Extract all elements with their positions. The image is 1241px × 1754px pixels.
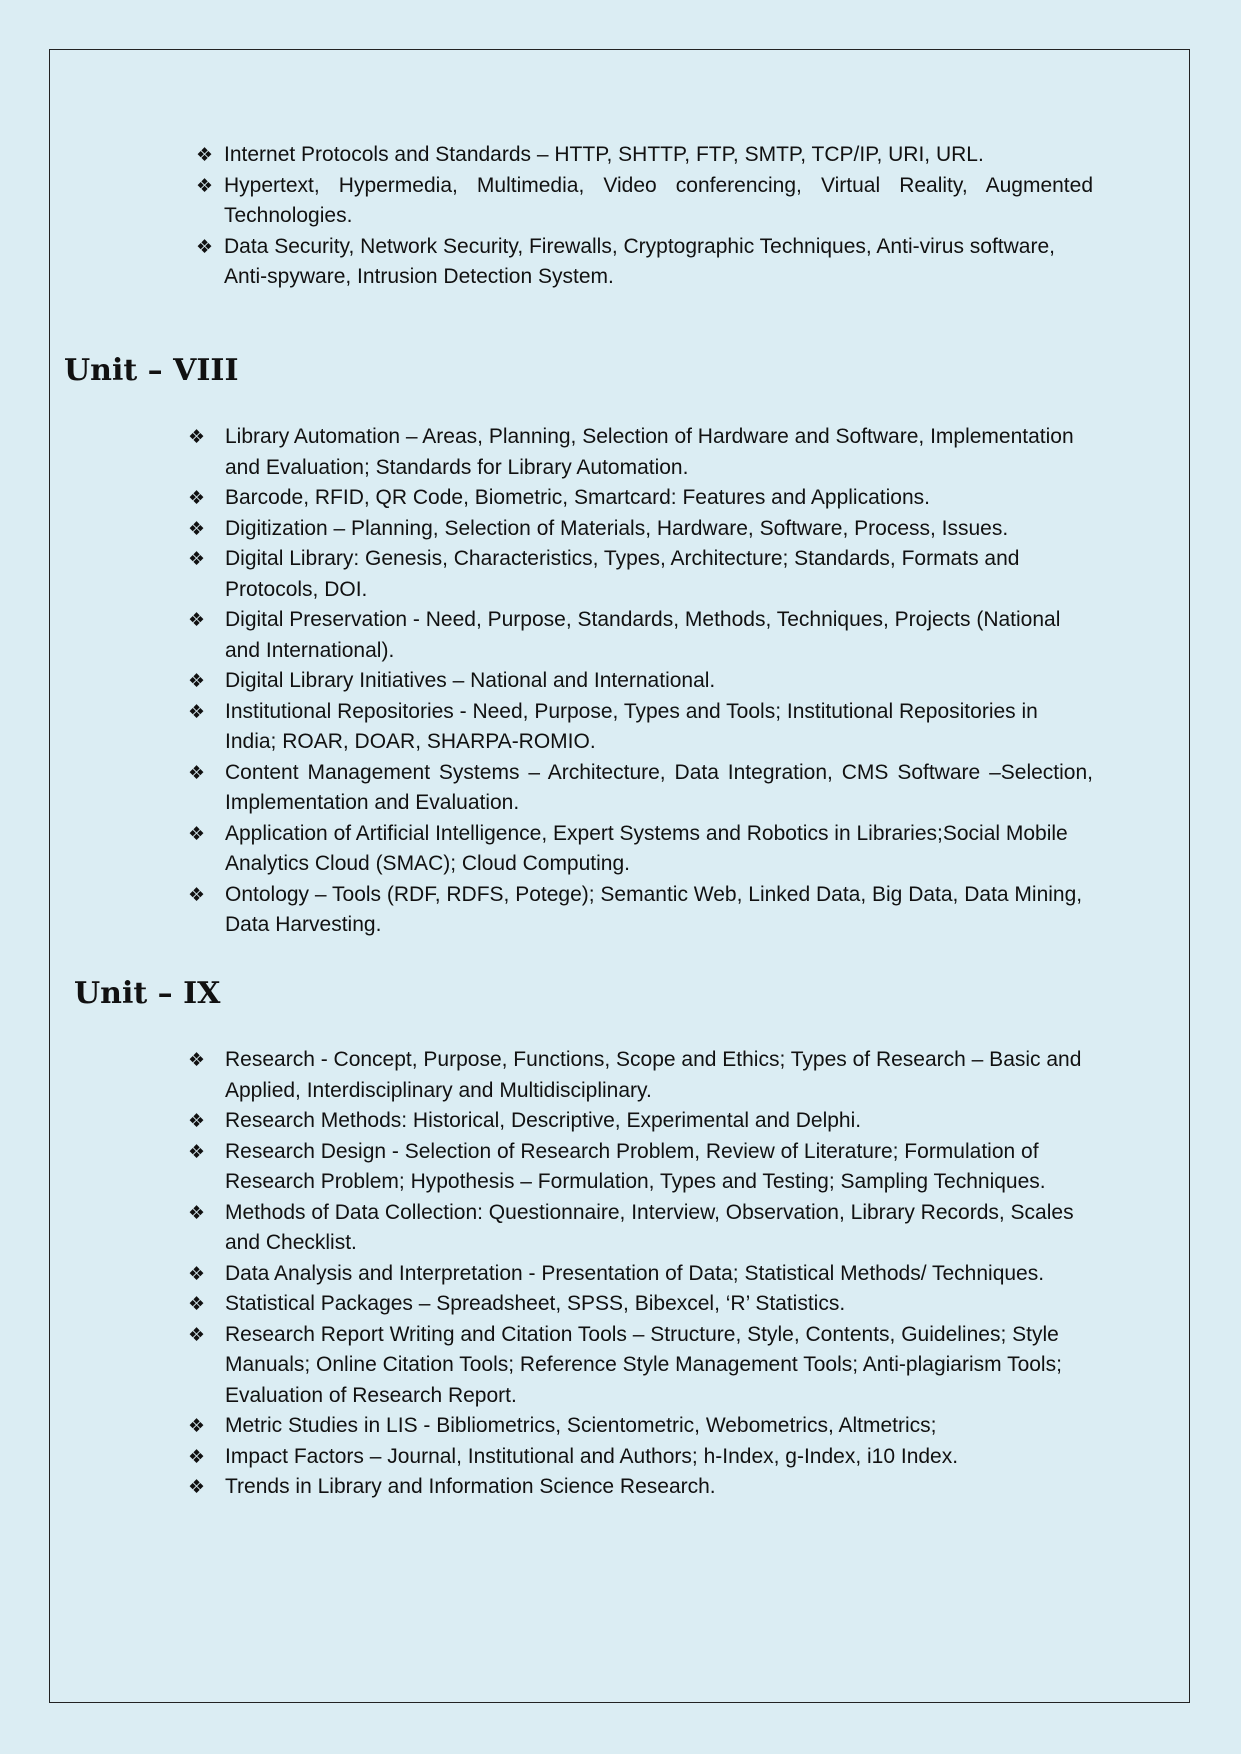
list-item <box>50 1472 1093 1503</box>
four-diamond-bullet-icon: ❖ <box>188 1323 206 1346</box>
four-diamond-bullet-icon: ❖ <box>188 548 206 570</box>
list-item <box>50 819 1093 880</box>
four-diamond-bullet-icon: ❖ <box>188 1201 206 1224</box>
unit-9-heading: Unit – IX <box>74 976 221 1011</box>
list-item-text: Trends in Library and Information Science Research. <box>225 1475 716 1498</box>
list-item <box>50 1106 1093 1137</box>
list-item-text: Ontology – Tools (RDF, RDFS, Potege); Semantic Web, Linked Data, Big Data, Data Mining, Data Harvesting. <box>225 882 1083 936</box>
four-diamond-bullet-icon: ❖ <box>188 1140 206 1163</box>
four-diamond-bullet-icon: ❖ <box>196 235 214 258</box>
list-item-text: Digital Library: Genesis, Characteristics, Types, Architecture; Standards, Formats and Protocols, DOI. <box>225 547 1020 601</box>
list-item-text: Metric Studies in LIS - Bibliometrics, Scientometric, Webometrics, Altmetrics; <box>225 1414 937 1437</box>
list-item <box>50 171 1093 232</box>
list-item-text: Digital Preservation - Need, Purpose, Standards, Methods, Techniques, Projects (National and International). <box>225 608 1061 662</box>
list-item <box>50 1137 1093 1198</box>
unit-8-topic-list <box>50 422 1189 941</box>
list-item <box>50 758 1093 819</box>
list-item-text: Data Security, Network Security, Firewalls, Cryptographic Techniques, Anti-virus software, Anti-spyware, Intrusion Detection System. <box>224 234 1055 288</box>
list-item <box>50 697 1093 758</box>
four-diamond-bullet-icon: ❖ <box>188 1293 206 1315</box>
list-item <box>50 605 1093 666</box>
unit-8-heading: Unit – VIII <box>64 353 239 388</box>
list-item-text: Research Report Writing and Citation Tools – Structure, Style, Contents, Guidelines; Style Manuals; Online Citation Tools; Reference Style Management Tools; Anti-plagiarism Tools; Evaluation of Research Report. <box>225 1322 1062 1407</box>
four-diamond-bullet-icon: ❖ <box>188 487 206 509</box>
list-item <box>50 666 1093 697</box>
list-item <box>50 1259 1093 1290</box>
four-diamond-bullet-icon: ❖ <box>188 883 206 906</box>
list-item <box>50 1045 1093 1106</box>
list-item-text: Research - Concept, Purpose, Functions, Scope and Ethics; Types of Research – Basic and Applied, Interdisciplinary and Multidisciplinary. <box>225 1048 1082 1102</box>
page-border-frame <box>49 49 1190 1703</box>
four-diamond-bullet-icon: ❖ <box>188 1110 206 1132</box>
list-item-text: Impact Factors – Journal, Institutional and Authors; h-Index, g-Index, i10 Index. <box>225 1444 959 1468</box>
list-item-text: Statistical Packages – Spreadsheet, SPSS, Bibexcel, ‘R’ Statistics. <box>225 1292 846 1315</box>
list-item <box>50 232 1093 293</box>
list-item-text: Data Analysis and Interpretation - Presentation of Data; Statistical Methods/ Techniques. <box>225 1261 1045 1285</box>
four-diamond-bullet-icon: ❖ <box>188 517 206 540</box>
list-item <box>50 1411 1093 1442</box>
four-diamond-bullet-icon: ❖ <box>188 1445 206 1468</box>
list-item <box>50 1320 1093 1412</box>
list-item <box>50 140 1093 171</box>
list-item <box>50 514 1093 545</box>
four-diamond-bullet-icon: ❖ <box>188 1415 206 1437</box>
list-item-text: Digital Library Initiatives – National and International. <box>225 669 716 692</box>
four-diamond-bullet-icon: ❖ <box>196 174 214 197</box>
list-item <box>50 1442 1093 1473</box>
four-diamond-bullet-icon: ❖ <box>188 609 206 631</box>
four-diamond-bullet-icon: ❖ <box>188 670 206 692</box>
list-item-text: Digitization – Planning, Selection of Materials, Hardware, Software, Process, Issues. <box>225 516 1009 540</box>
list-item-text: Internet Protocols and Standards – HTTP, SHTTP, FTP, SMTP, TCP/IP, URI, URL. <box>224 143 984 166</box>
four-diamond-bullet-icon: ❖ <box>188 822 206 845</box>
list-item <box>50 483 1093 514</box>
four-diamond-bullet-icon: ❖ <box>188 700 206 723</box>
list-item-text: Hypertext, Hypermedia, Multimedia, Video conferencing, Virtual Reality, Augmented Technologies. <box>224 173 1093 227</box>
list-item-text: Research Design - Selection of Research Problem, Review of Literature; Formulation of Research Problem; Hypothesis – Formulation, Types and Testing; Sampling Techniques. <box>225 1139 1046 1193</box>
list-item-text: Research Methods: Historical, Descriptive, Experimental and Delphi. <box>225 1109 862 1132</box>
list-item <box>50 422 1093 483</box>
list-item <box>50 880 1093 941</box>
unit-9-topic-list <box>50 1045 1189 1503</box>
list-item-text: Institutional Repositories - Need, Purpose, Types and Tools; Institutional Repositories in India; ROAR, DOAR, SHARPA-ROMIO. <box>225 699 1038 753</box>
list-item-text: Barcode, RFID, QR Code, Biometric, Smartcard: Features and Applications. <box>225 486 930 509</box>
four-diamond-bullet-icon: ❖ <box>188 1262 206 1285</box>
four-diamond-bullet-icon: ❖ <box>188 1476 206 1498</box>
four-diamond-bullet-icon: ❖ <box>188 426 206 448</box>
four-diamond-bullet-icon: ❖ <box>188 761 206 784</box>
intro-topic-list <box>50 140 1189 293</box>
list-item-text: Content Management Systems – Architecture, Data Integration, CMS Software –Selection, Implementation and Evaluation. <box>225 760 1093 814</box>
four-diamond-bullet-icon: ❖ <box>188 1049 206 1071</box>
list-item <box>50 1289 1093 1320</box>
list-item <box>50 1198 1093 1259</box>
list-item-text: Application of Artificial Intelligence, Expert Systems and Robotics in Libraries;Social Mobile Analytics Cloud (SMAC); Cloud Computing. <box>225 821 1068 875</box>
list-item-text: Library Automation – Areas, Planning, Selection of Hardware and Software, Implementation and Evaluation; Standards for Library Automation. <box>225 425 1074 479</box>
list-item-text: Methods of Data Collection: Questionnaire, Interview, Observation, Library Records, Scales and Checklist. <box>225 1200 1074 1254</box>
four-diamond-bullet-icon: ❖ <box>196 144 214 166</box>
list-item <box>50 544 1093 605</box>
